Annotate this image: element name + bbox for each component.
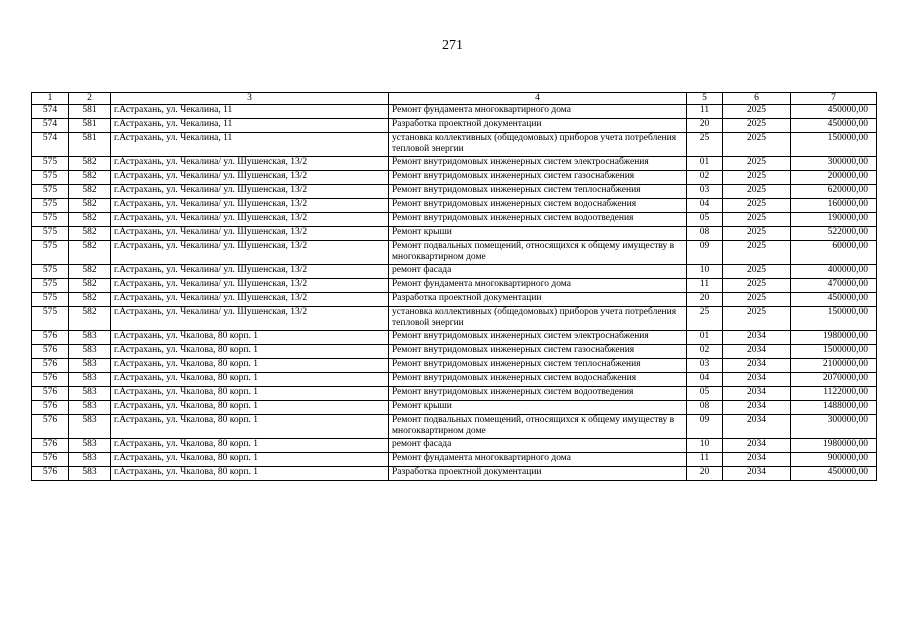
cell-building-number: 583 bbox=[69, 401, 111, 415]
cell-row-number: 575 bbox=[32, 185, 69, 199]
cell-work-type: Ремонт внутридомовых инженерных систем водоотведения bbox=[389, 387, 687, 401]
cell-building-number: 581 bbox=[69, 133, 111, 157]
cell-work-type: Ремонт крыши bbox=[389, 401, 687, 415]
cell-work-code: 05 bbox=[687, 213, 723, 227]
cell-building-number: 582 bbox=[69, 157, 111, 171]
cell-address: г.Астрахань, ул. Чекалина, 11 bbox=[111, 133, 389, 157]
table-row bbox=[32, 293, 877, 307]
cell-work-code: 20 bbox=[687, 119, 723, 133]
table-row bbox=[32, 265, 877, 279]
cell-row-number: 576 bbox=[32, 453, 69, 467]
cell-cost: 190000,00 bbox=[791, 213, 877, 227]
table-row bbox=[32, 387, 877, 401]
cell-building-number: 582 bbox=[69, 213, 111, 227]
cell-work-type: Ремонт внутридомовых инженерных систем газоснабжения bbox=[389, 345, 687, 359]
cell-cost: 470000,00 bbox=[791, 279, 877, 293]
cell-cost: 150000,00 bbox=[791, 133, 877, 157]
cell-building-number: 583 bbox=[69, 359, 111, 373]
cell-address: г.Астрахань, ул. Чекалина/ ул. Шушенская, 13/2 bbox=[111, 185, 389, 199]
cell-address: г.Астрахань, ул. Чекалина/ ул. Шушенская, 13/2 bbox=[111, 307, 389, 331]
cell-cost: 160000,00 bbox=[791, 199, 877, 213]
cell-row-number: 575 bbox=[32, 279, 69, 293]
cell-work-type: ремонт фасада bbox=[389, 265, 687, 279]
cell-row-number: 575 bbox=[32, 265, 69, 279]
cell-work-code: 09 bbox=[687, 241, 723, 265]
column-header-2: 2 bbox=[69, 93, 111, 105]
cell-year: 2034 bbox=[723, 345, 791, 359]
cell-row-number: 575 bbox=[32, 293, 69, 307]
cell-work-code: 25 bbox=[687, 307, 723, 331]
cell-work-type: Ремонт фундамента многоквартирного дома bbox=[389, 105, 687, 119]
cell-row-number: 575 bbox=[32, 307, 69, 331]
table-row bbox=[32, 213, 877, 227]
column-header-1: 1 bbox=[32, 93, 69, 105]
cell-address: г.Астрахань, ул. Чкалова, 80 корп. 1 bbox=[111, 345, 389, 359]
cell-year: 2025 bbox=[723, 199, 791, 213]
cell-row-number: 576 bbox=[32, 401, 69, 415]
cell-work-code: 02 bbox=[687, 171, 723, 185]
cell-cost: 150000,00 bbox=[791, 307, 877, 331]
cell-address: г.Астрахань, ул. Чекалина/ ул. Шушенская, 13/2 bbox=[111, 279, 389, 293]
cell-cost: 2070000,00 bbox=[791, 373, 877, 387]
cell-year: 2025 bbox=[723, 171, 791, 185]
cell-work-type: установка коллективных (общедомовых) приборов учета потребления тепловой энергии bbox=[389, 307, 687, 331]
cell-address: г.Астрахань, ул. Чекалина/ ул. Шушенская, 13/2 bbox=[111, 265, 389, 279]
cell-work-type: Ремонт внутридомовых инженерных систем водоснабжения bbox=[389, 373, 687, 387]
cell-cost: 1980000,00 bbox=[791, 331, 877, 345]
cell-work-type: Ремонт фундамента многоквартирного дома bbox=[389, 453, 687, 467]
cell-address: г.Астрахань, ул. Чкалова, 80 корп. 1 bbox=[111, 359, 389, 373]
cell-year: 2025 bbox=[723, 265, 791, 279]
cell-year: 2025 bbox=[723, 133, 791, 157]
cell-work-code: 03 bbox=[687, 185, 723, 199]
cell-building-number: 583 bbox=[69, 345, 111, 359]
cell-work-type: Ремонт подвальных помещений, относящихся к общему имуществу в многоквартирном доме bbox=[389, 415, 687, 439]
cell-cost: 450000,00 bbox=[791, 293, 877, 307]
cell-building-number: 582 bbox=[69, 199, 111, 213]
cell-work-code: 01 bbox=[687, 331, 723, 345]
cell-cost: 1122000,00 bbox=[791, 387, 877, 401]
cell-work-type: установка коллективных (общедомовых) приборов учета потребления тепловой энергии bbox=[389, 133, 687, 157]
cell-cost: 450000,00 bbox=[791, 119, 877, 133]
cell-building-number: 583 bbox=[69, 467, 111, 481]
cell-address: г.Астрахань, ул. Чкалова, 80 корп. 1 bbox=[111, 439, 389, 453]
cell-work-type: Ремонт крыши bbox=[389, 227, 687, 241]
cell-cost: 400000,00 bbox=[791, 265, 877, 279]
table-row bbox=[32, 373, 877, 387]
table-row bbox=[32, 359, 877, 373]
cell-building-number: 582 bbox=[69, 227, 111, 241]
cell-row-number: 576 bbox=[32, 359, 69, 373]
column-header-7: 7 bbox=[791, 93, 877, 105]
cell-building-number: 583 bbox=[69, 331, 111, 345]
cell-work-code: 03 bbox=[687, 359, 723, 373]
table-row bbox=[32, 415, 877, 439]
cell-row-number: 575 bbox=[32, 213, 69, 227]
cell-row-number: 576 bbox=[32, 331, 69, 345]
cell-row-number: 575 bbox=[32, 171, 69, 185]
cell-address: г.Астрахань, ул. Чекалина, 11 bbox=[111, 119, 389, 133]
cell-building-number: 582 bbox=[69, 171, 111, 185]
cell-row-number: 576 bbox=[32, 467, 69, 481]
cell-cost: 300000,00 bbox=[791, 415, 877, 439]
cell-work-type: Ремонт внутридомовых инженерных систем теплоснабжения bbox=[389, 359, 687, 373]
cell-work-type: Ремонт внутридомовых инженерных систем электроснабжения bbox=[389, 157, 687, 171]
column-header-3: 3 bbox=[111, 93, 389, 105]
table-row bbox=[32, 241, 877, 265]
column-header-6: 6 bbox=[723, 93, 791, 105]
cell-work-type: Ремонт внутридомовых инженерных систем электроснабжения bbox=[389, 331, 687, 345]
cell-building-number: 583 bbox=[69, 439, 111, 453]
cell-work-type: Ремонт фундамента многоквартирного дома bbox=[389, 279, 687, 293]
cell-work-code: 10 bbox=[687, 265, 723, 279]
cell-work-type: Разработка проектной документации bbox=[389, 467, 687, 481]
table-row bbox=[32, 185, 877, 199]
cell-address: г.Астрахань, ул. Чекалина/ ул. Шушенская, 13/2 bbox=[111, 227, 389, 241]
table-row bbox=[32, 227, 877, 241]
cell-work-type: Ремонт подвальных помещений, относящихся к общему имуществу в многоквартирном доме bbox=[389, 241, 687, 265]
table-row bbox=[32, 199, 877, 213]
cell-row-number: 576 bbox=[32, 345, 69, 359]
cell-work-code: 01 bbox=[687, 157, 723, 171]
cell-row-number: 575 bbox=[32, 199, 69, 213]
cell-cost: 2100000,00 bbox=[791, 359, 877, 373]
table-header-row bbox=[32, 93, 877, 105]
cell-row-number: 574 bbox=[32, 105, 69, 119]
cell-year: 2025 bbox=[723, 185, 791, 199]
cell-year: 2025 bbox=[723, 119, 791, 133]
cell-cost: 1488000,00 bbox=[791, 401, 877, 415]
cell-work-code: 05 bbox=[687, 387, 723, 401]
cell-cost: 450000,00 bbox=[791, 105, 877, 119]
cell-row-number: 576 bbox=[32, 415, 69, 439]
cell-building-number: 581 bbox=[69, 119, 111, 133]
cell-work-code: 02 bbox=[687, 345, 723, 359]
cell-cost: 60000,00 bbox=[791, 241, 877, 265]
cell-address: г.Астрахань, ул. Чекалина/ ул. Шушенская, 13/2 bbox=[111, 157, 389, 171]
cell-building-number: 583 bbox=[69, 415, 111, 439]
cell-address: г.Астрахань, ул. Чекалина/ ул. Шушенская, 13/2 bbox=[111, 293, 389, 307]
cell-cost: 522000,00 bbox=[791, 227, 877, 241]
cell-building-number: 583 bbox=[69, 373, 111, 387]
cell-address: г.Астрахань, ул. Чкалова, 80 корп. 1 bbox=[111, 387, 389, 401]
cell-work-code: 04 bbox=[687, 373, 723, 387]
cell-work-code: 20 bbox=[687, 467, 723, 481]
cell-work-type: Ремонт внутридомовых инженерных систем водоснабжения bbox=[389, 199, 687, 213]
cell-work-type: Ремонт внутридомовых инженерных систем газоснабжения bbox=[389, 171, 687, 185]
cell-building-number: 582 bbox=[69, 279, 111, 293]
cell-address: г.Астрахань, ул. Чкалова, 80 корп. 1 bbox=[111, 467, 389, 481]
cell-year: 2034 bbox=[723, 387, 791, 401]
cell-year: 2034 bbox=[723, 439, 791, 453]
cell-address: г.Астрахань, ул. Чкалова, 80 корп. 1 bbox=[111, 373, 389, 387]
cell-address: г.Астрахань, ул. Чекалина, 11 bbox=[111, 105, 389, 119]
cell-building-number: 581 bbox=[69, 105, 111, 119]
cell-work-type: Ремонт внутридомовых инженерных систем водоотведения bbox=[389, 213, 687, 227]
repair-schedule-table bbox=[31, 92, 877, 481]
cell-work-type: Ремонт внутридомовых инженерных систем теплоснабжения bbox=[389, 185, 687, 199]
cell-building-number: 582 bbox=[69, 293, 111, 307]
cell-building-number: 582 bbox=[69, 241, 111, 265]
table-row bbox=[32, 133, 877, 157]
cell-row-number: 575 bbox=[32, 241, 69, 265]
cell-row-number: 575 bbox=[32, 157, 69, 171]
table-row bbox=[32, 307, 877, 331]
cell-work-code: 09 bbox=[687, 415, 723, 439]
cell-cost: 1980000,00 bbox=[791, 439, 877, 453]
cell-work-code: 04 bbox=[687, 199, 723, 213]
cell-address: г.Астрахань, ул. Чекалина/ ул. Шушенская, 13/2 bbox=[111, 213, 389, 227]
cell-building-number: 583 bbox=[69, 387, 111, 401]
cell-building-number: 582 bbox=[69, 185, 111, 199]
cell-address: г.Астрахань, ул. Чекалина/ ул. Шушенская, 13/2 bbox=[111, 171, 389, 185]
table-row bbox=[32, 467, 877, 481]
cell-address: г.Астрахань, ул. Чекалина/ ул. Шушенская, 13/2 bbox=[111, 199, 389, 213]
table-row bbox=[32, 171, 877, 185]
cell-building-number: 582 bbox=[69, 265, 111, 279]
cell-year: 2034 bbox=[723, 331, 791, 345]
column-header-5: 5 bbox=[687, 93, 723, 105]
cell-cost: 300000,00 bbox=[791, 157, 877, 171]
table-body bbox=[32, 105, 877, 481]
cell-work-type: Разработка проектной документации bbox=[389, 293, 687, 307]
cell-address: г.Астрахань, ул. Чкалова, 80 корп. 1 bbox=[111, 331, 389, 345]
cell-work-code: 11 bbox=[687, 279, 723, 293]
table-row bbox=[32, 157, 877, 171]
cell-address: г.Астрахань, ул. Чекалина/ ул. Шушенская, 13/2 bbox=[111, 241, 389, 265]
cell-year: 2025 bbox=[723, 293, 791, 307]
cell-year: 2025 bbox=[723, 307, 791, 331]
cell-work-type: ремонт фасада bbox=[389, 439, 687, 453]
cell-year: 2025 bbox=[723, 213, 791, 227]
cell-year: 2034 bbox=[723, 401, 791, 415]
table-row bbox=[32, 345, 877, 359]
cell-year: 2034 bbox=[723, 467, 791, 481]
cell-cost: 900000,00 bbox=[791, 453, 877, 467]
cell-work-code: 08 bbox=[687, 227, 723, 241]
cell-address: г.Астрахань, ул. Чкалова, 80 корп. 1 bbox=[111, 401, 389, 415]
table-row bbox=[32, 279, 877, 293]
column-header-4: 4 bbox=[389, 93, 687, 105]
cell-year: 2025 bbox=[723, 105, 791, 119]
cell-row-number: 576 bbox=[32, 439, 69, 453]
table-row bbox=[32, 119, 877, 133]
cell-year: 2025 bbox=[723, 227, 791, 241]
table-row bbox=[32, 439, 877, 453]
cell-year: 2025 bbox=[723, 157, 791, 171]
cell-address: г.Астрахань, ул. Чкалова, 80 корп. 1 bbox=[111, 415, 389, 439]
table-row bbox=[32, 453, 877, 467]
cell-row-number: 574 bbox=[32, 119, 69, 133]
page-number: 271 bbox=[442, 38, 463, 53]
cell-work-code: 11 bbox=[687, 105, 723, 119]
cell-work-type: Разработка проектной документации bbox=[389, 119, 687, 133]
cell-address: г.Астрахань, ул. Чкалова, 80 корп. 1 bbox=[111, 453, 389, 467]
table-row bbox=[32, 105, 877, 119]
cell-work-code: 08 bbox=[687, 401, 723, 415]
cell-work-code: 10 bbox=[687, 439, 723, 453]
table-row bbox=[32, 331, 877, 345]
cell-building-number: 583 bbox=[69, 453, 111, 467]
cell-year: 2034 bbox=[723, 359, 791, 373]
cell-row-number: 575 bbox=[32, 227, 69, 241]
cell-year: 2034 bbox=[723, 415, 791, 439]
cell-cost: 1500000,00 bbox=[791, 345, 877, 359]
cell-year: 2034 bbox=[723, 373, 791, 387]
table-row bbox=[32, 401, 877, 415]
cell-work-code: 20 bbox=[687, 293, 723, 307]
cell-row-number: 576 bbox=[32, 373, 69, 387]
cell-row-number: 574 bbox=[32, 133, 69, 157]
cell-cost: 620000,00 bbox=[791, 185, 877, 199]
cell-work-code: 11 bbox=[687, 453, 723, 467]
cell-year: 2025 bbox=[723, 241, 791, 265]
cell-building-number: 582 bbox=[69, 307, 111, 331]
cell-row-number: 576 bbox=[32, 387, 69, 401]
cell-year: 2025 bbox=[723, 279, 791, 293]
cell-work-code: 25 bbox=[687, 133, 723, 157]
cell-cost: 200000,00 bbox=[791, 171, 877, 185]
cell-cost: 450000,00 bbox=[791, 467, 877, 481]
cell-year: 2034 bbox=[723, 453, 791, 467]
